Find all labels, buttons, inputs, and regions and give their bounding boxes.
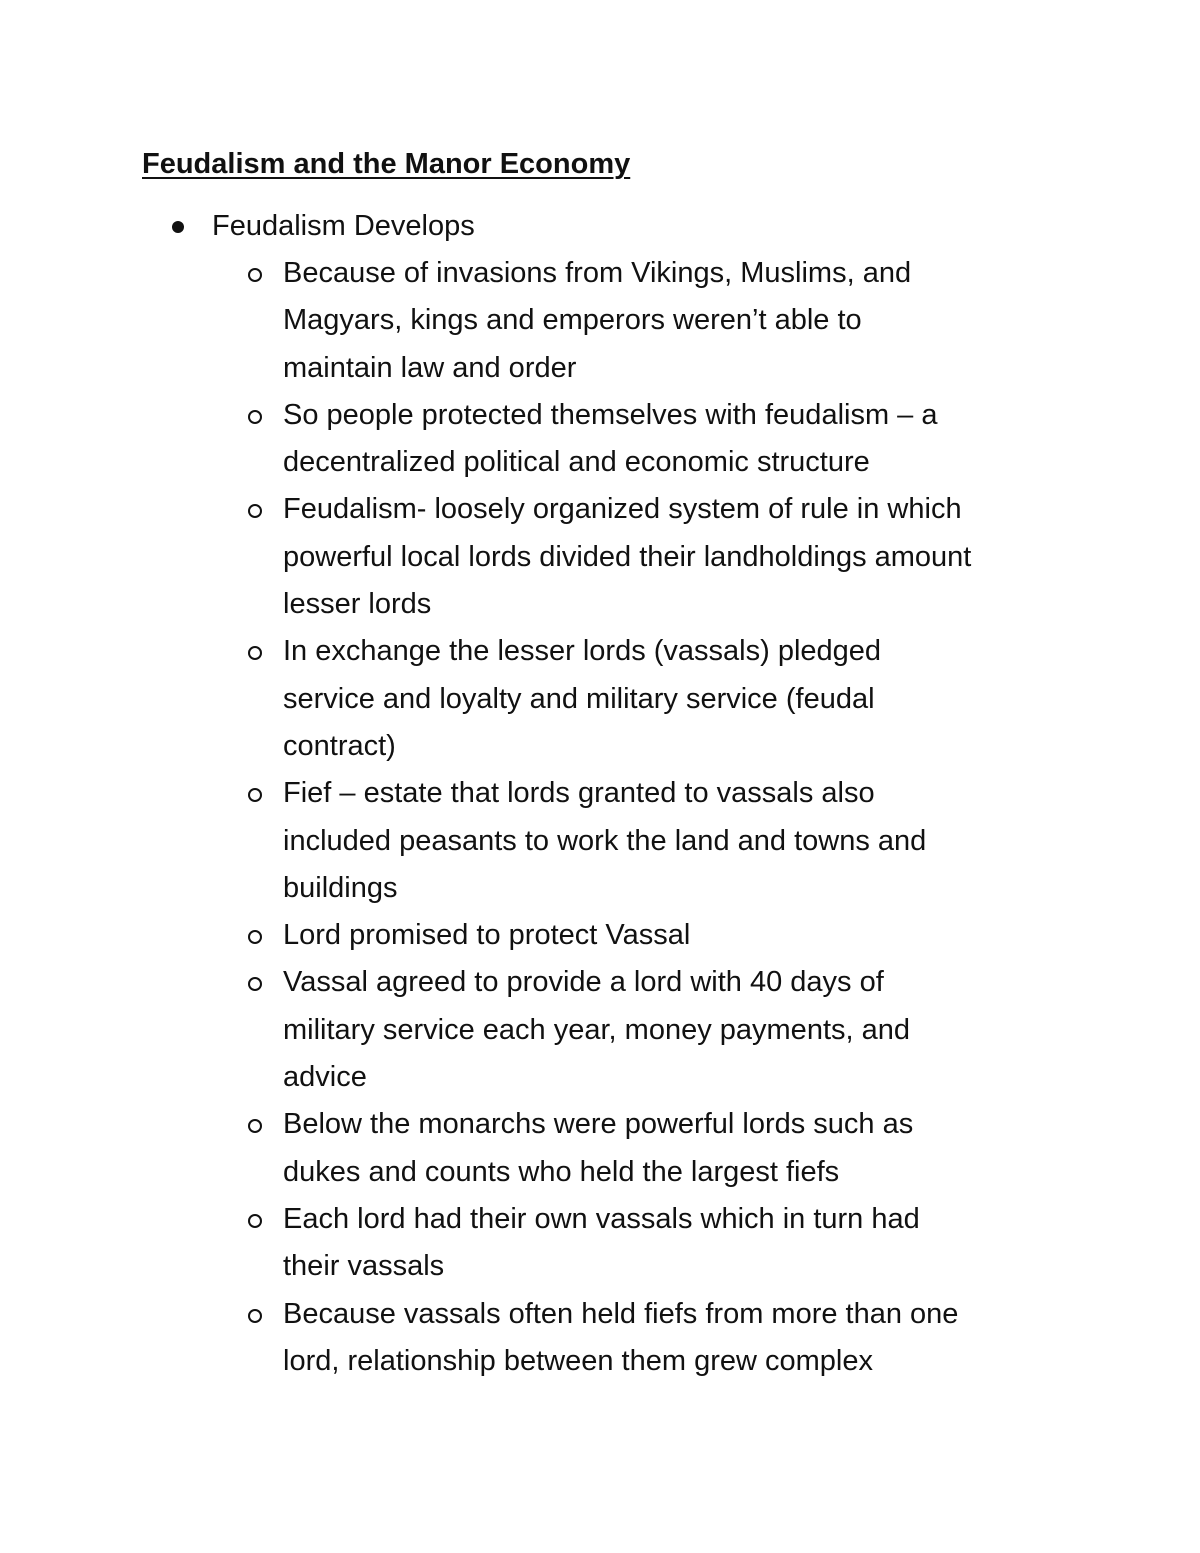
list-item (212, 250, 973, 392)
list-item-text: Each lord had their own vassals which in turn had their vassals (283, 1202, 920, 1283)
section-heading-row (212, 203, 1200, 250)
list-item (212, 486, 973, 628)
list-item (212, 1196, 973, 1291)
section-heading: Feudalism Develops (212, 210, 475, 242)
page-title: Feudalism and the Manor Economy (142, 148, 631, 180)
list-item-text: So people protected themselves with feudalism – a decentralized political and economic structure (283, 398, 938, 479)
list-item (212, 1291, 973, 1386)
list-item-text: Below the monarchs were powerful lords such as dukes and counts who held the largest fiefs (283, 1108, 914, 1188)
list-item (212, 770, 973, 912)
bullet-circle-icon (248, 504, 262, 518)
bullet-circle-icon (248, 1214, 262, 1228)
list-item-text: Because vassals often held fiefs from more than one lord, relationship between them grew complex (283, 1297, 959, 1377)
list-item-text: Because of invasions from Vikings, Muslims, and Magyars, kings and emperors weren’t able to maintain law and order (283, 257, 912, 384)
outline-list (0, 203, 1200, 1385)
bullet-circle-icon (248, 1309, 262, 1323)
list-item-text: In exchange the lesser lords (vassals) pledged service and loyalty and military service (feudal contract) (283, 635, 882, 762)
bullet-circle-icon (248, 410, 262, 424)
bullet-circle-icon (248, 977, 262, 991)
bullet-circle-icon (248, 646, 262, 660)
list-item (212, 959, 973, 1101)
bullet-circle-icon (248, 268, 262, 282)
list-item (212, 392, 973, 487)
bullet-circle-icon (248, 930, 262, 944)
list-item-text: Vassal agreed to provide a lord with 40 days of military service each year, money payments, and advice (283, 966, 910, 1094)
bullet-circle-icon (248, 1119, 262, 1133)
list-item-text: Feudalism- loosely organized system of rule in which powerful local lords divided their landholdings amount lesser lords (283, 493, 972, 621)
list-item-text: Lord promised to protect Vassal (283, 919, 691, 952)
bullet-circle-icon (248, 788, 262, 802)
outline-section (0, 203, 1200, 1385)
list-item-text: Fief – estate that lords granted to vassals also included peasants to work the land and towns and buildings (283, 777, 927, 904)
list-item (212, 912, 973, 959)
list-item (212, 1101, 973, 1196)
sub-list (212, 250, 1200, 1385)
list-item (212, 628, 973, 770)
bullet-disc-icon (172, 221, 184, 233)
